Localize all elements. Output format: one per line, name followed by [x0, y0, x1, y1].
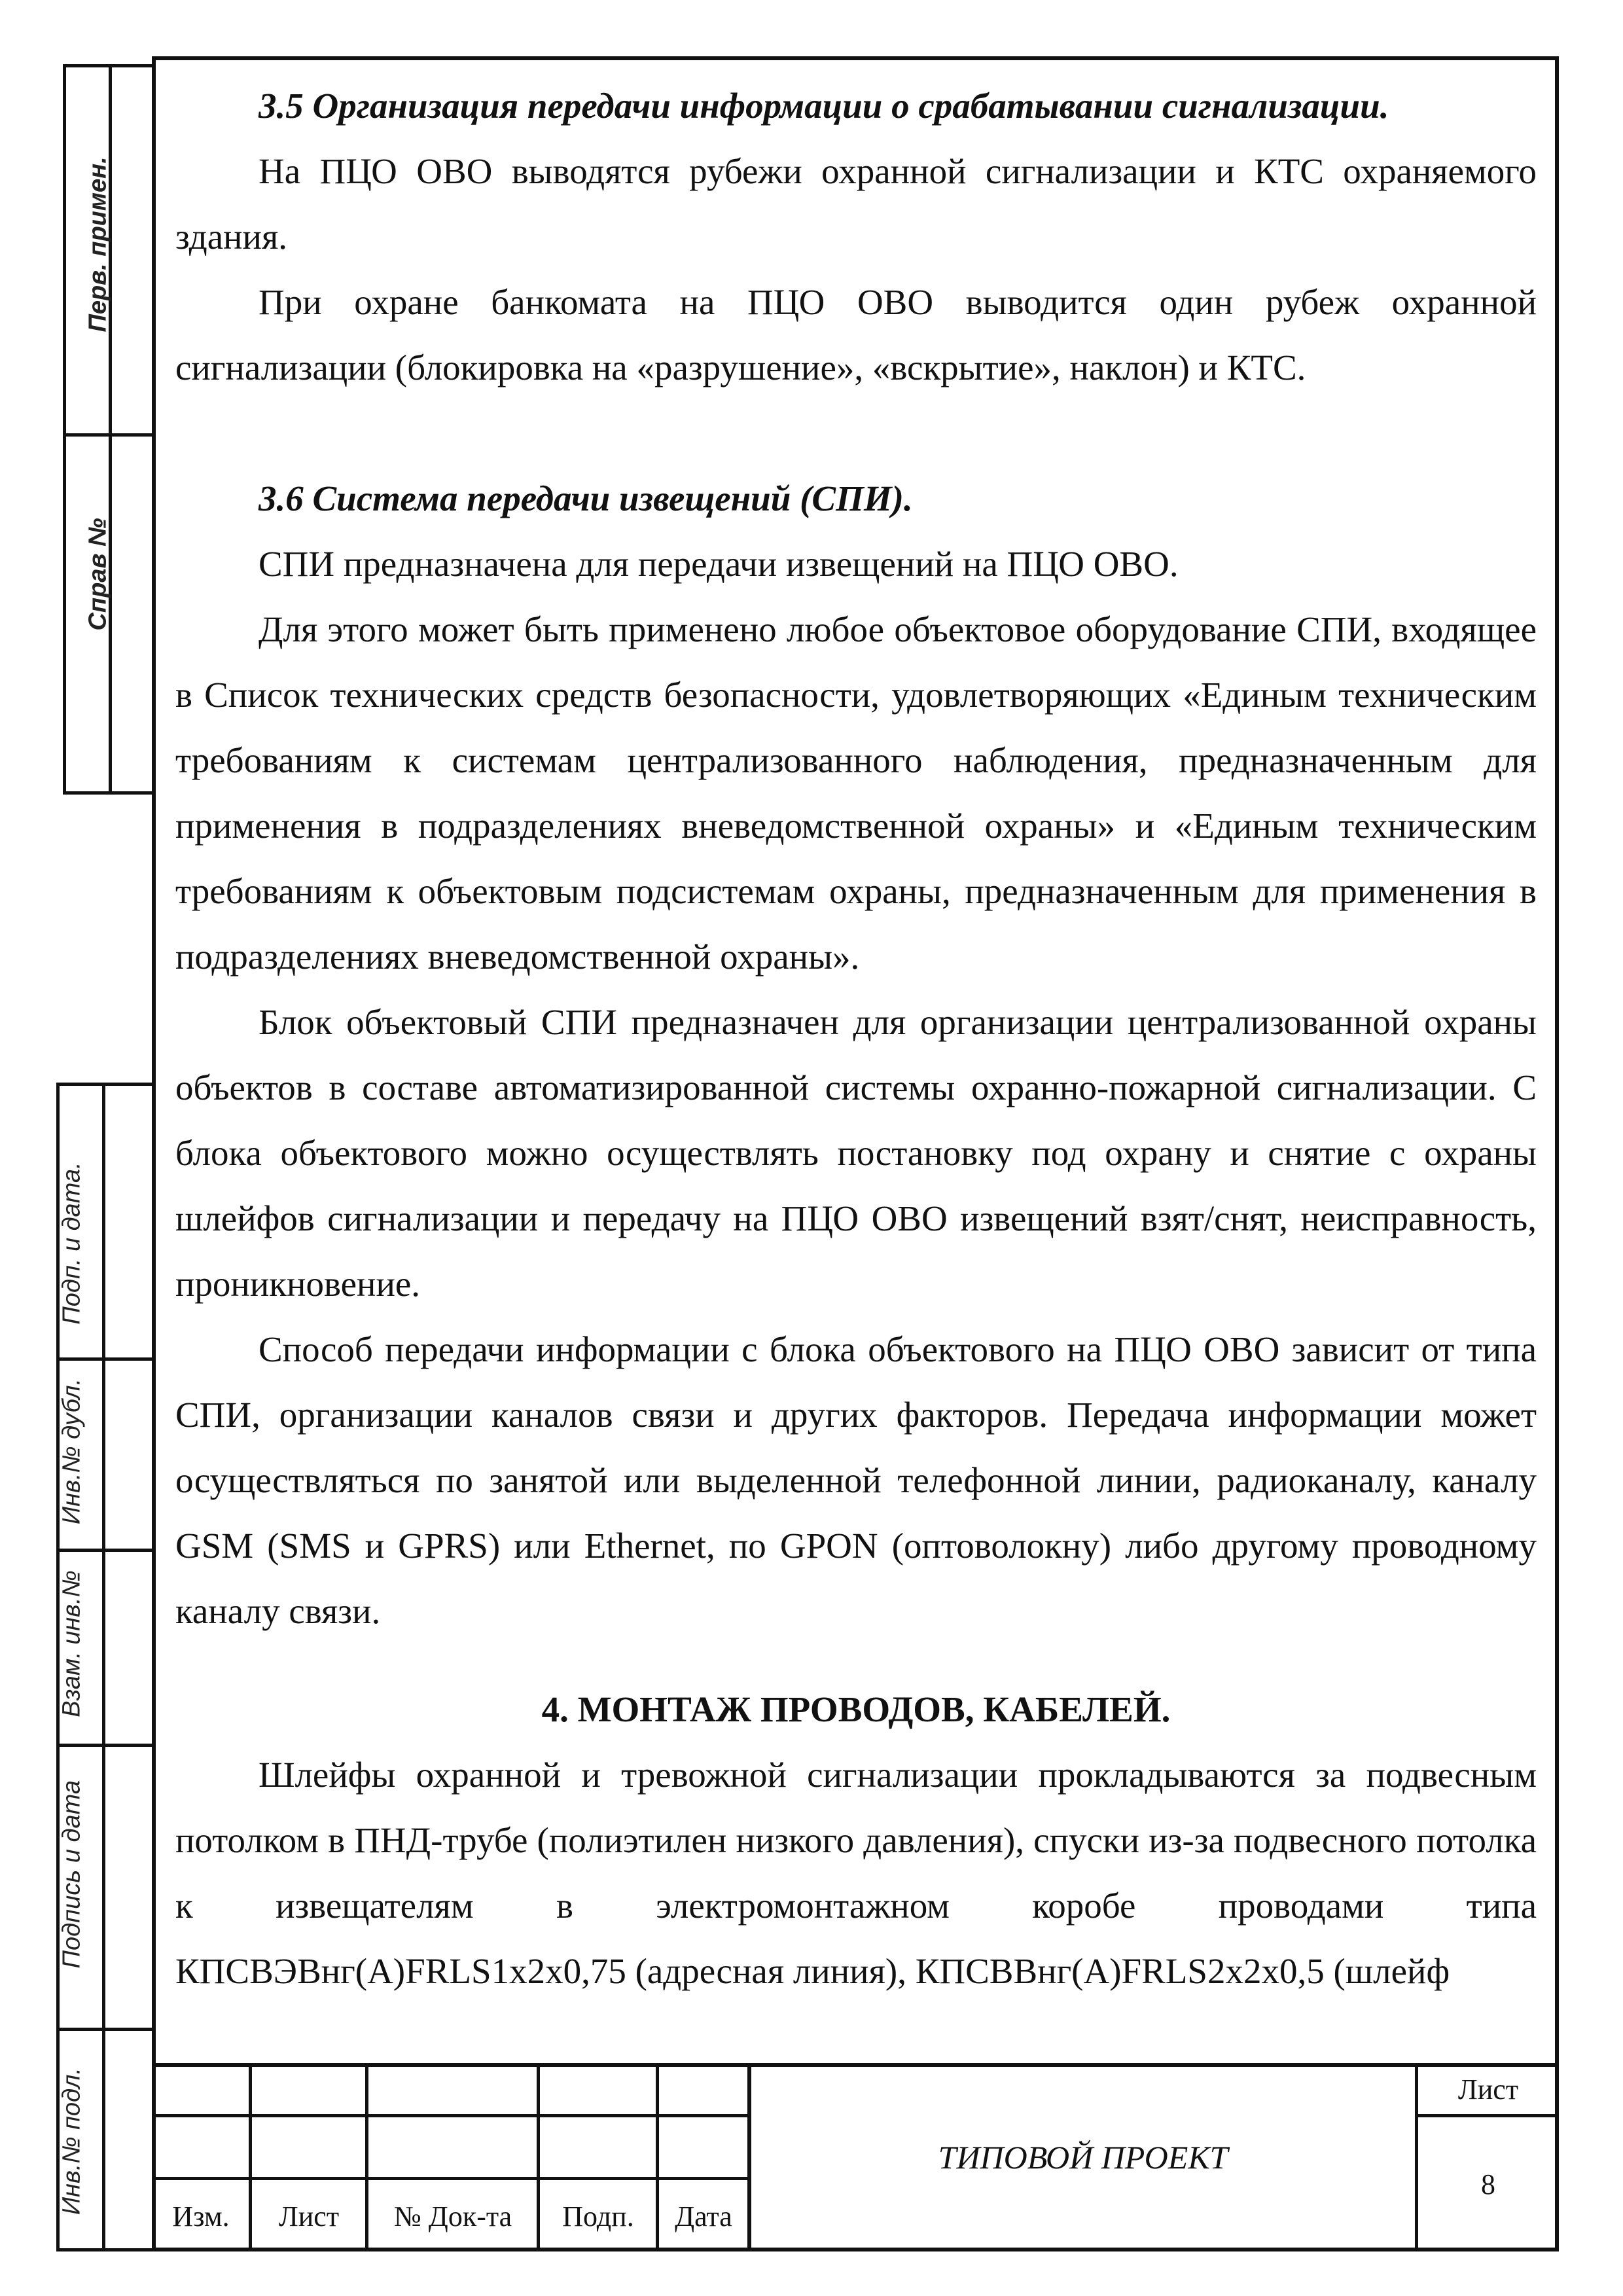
- tb-sheet-label: Лист: [1457, 2073, 1519, 2106]
- section-3-6-heading: 3.6 Система передачи извещений (СПИ).: [259, 478, 913, 518]
- upper-strip-separator: [63, 433, 155, 437]
- lower-strip-sep-3: [56, 1744, 155, 1747]
- side-label-perv-primen: Перв. примен.: [84, 156, 112, 332]
- section-3-6-paragraph-1: СПИ предназначена для передачи извещений на ПЦО ОВО.: [259, 544, 1179, 584]
- tb-title: ТИПОВОЙ ПРОЕКТ: [938, 2139, 1228, 2176]
- side-label-inv-dubl: Инв.№ дубл.: [58, 1378, 86, 1525]
- section-3-6-paragraph-3: Блок объектовый СПИ предназначен для организации централизованной охраны объектов в составе автоматизированной системы охранно-пожарной сигнализации. С блока объектового можно осуществлять постановку под охрану и снятие с охраны шлейфов сигнализации и передачу на ПЦО ОВО извещений взят/снят, неисправность, проникновение.: [175, 1002, 1537, 1304]
- document-body: [175, 73, 1537, 2004]
- tb-col-doc: № Док-та: [393, 2200, 512, 2233]
- section-3-5-heading: 3.5 Организация передачи информации о срабатывании сигнализации.: [259, 86, 1389, 126]
- section-4-heading: 4. МОНТАЖ ПРОВОДОВ, КАБЕЛЕЙ.: [541, 1689, 1171, 1729]
- side-label-podpis-data: Подпись и дата: [58, 1780, 86, 1969]
- section-4-paragraph-1: Шлейфы охранной и тревожной сигнализации прокладываются за подвесным потолком в ПНД-трубе (полиэтилен низкого давления), спуски из-за подвесного потолка к извещателям в электромонтажном коробе проводами типа КПСВЭВнг(А)FRLS1х2х0,75 (адресная линия), КПСВВнг(А)FRLS2х2х0,5 (шлейф: [175, 1755, 1537, 1991]
- side-label-vzam-inv: Взам. инв.№: [58, 1570, 86, 1717]
- lower-strip-sep-2: [56, 1549, 155, 1552]
- tb-col-izm: Изм.: [172, 2200, 230, 2233]
- lower-strip-sep-4: [56, 2028, 155, 2031]
- tb-col-podp: Подп.: [562, 2200, 634, 2233]
- tb-sheet-number: 8: [1481, 2168, 1495, 2200]
- title-block: [152, 2063, 1559, 2251]
- lower-strip-sep-1: [56, 1357, 155, 1361]
- side-label-sprav: Справ №: [84, 518, 112, 631]
- section-3-6-paragraph-2: Для этого может быть применено любое объектовое оборудование СПИ, входящее в Список технических средств безопасности, удовлетворяющих «Единым техническим требованиям к системам централизованного наблюдения, предназначенным для применения в подразделениях вневедомственной охраны» и «Единым техническим требованиям к объектовым подсистемам охраны, предназначенным для применения в подразделениях вневедомственной охраны».: [175, 609, 1537, 977]
- section-3-5-paragraph-1: На ПЦО ОВО выводятся рубежи охранной сигнализации и КТС охраняемого здания.: [175, 151, 1537, 257]
- tb-col-list: Лист: [278, 2200, 340, 2233]
- tb-col-data: Дата: [675, 2200, 732, 2233]
- side-label-podp-data: Подп. и дата.: [58, 1162, 86, 1325]
- lower-strip-divider: [102, 1083, 105, 2251]
- side-label-inv-podl: Инв.№ подл.: [58, 2067, 86, 2215]
- section-3-6-paragraph-4: Способ передачи информации с блока объектового на ПЦО ОВО зависит от типа СПИ, организации каналов связи и других факторов. Передача информации может осуществляться по занятой или выделенной телефонной линии, радиоканалу, каналу GSM (SMS и GPRS) или Ethernet, по GPON (оптоволокну) либо другому проводному каналу связи.: [175, 1329, 1537, 1631]
- section-3-5-paragraph-2: При охране банкомата на ПЦО ОВО выводится один рубеж охранной сигнализации (блокировка на «разрушение», «вскрытие», наклон) и КТС.: [175, 282, 1537, 387]
